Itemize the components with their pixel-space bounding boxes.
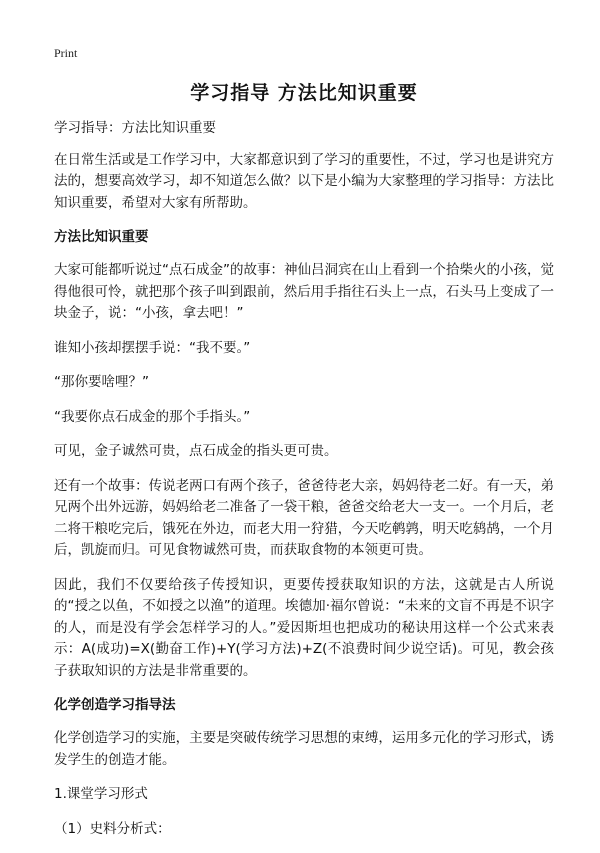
intro-paragraph: 在日常生活或是工作学习中，大家都意识到了学习的重要性，不过，学习也是讲究方法的，想要高效学习，却不知道怎么做？以下是小编为大家整理的学习指导：方法比知识重要，希望对大家有所帮助。 — [54, 151, 554, 211]
page-title: 学习指导 方法比知识重要 — [190, 82, 418, 104]
paragraph-question: “那你要啥哩？” — [54, 374, 149, 390]
list-item-classroom: 1.课堂学习形式 — [54, 786, 148, 802]
paragraph-conclusion: 因此，我们不仅要给孩子传授知识，更要传授获取知识的方法，这就是古人所说的“授之以鱼，不如授之以渔”的道理。埃德加·福尔曾说：“未来的文盲不再是不识字的人，而是没有学会怎样学习的人。”爱因斯坦也把成功的秘诀用这样一个公式来表示：A(成功)=X(勤奋工作)+Y(学习方法)+Z(不浪费时间少说空话)。可见，教会孩子获取知识的方法是非常重要的。 — [54, 576, 554, 679]
paragraph-child-reply: 谁知小孩却摆摆手说：“我不要。” — [54, 339, 251, 356]
paragraph-moral: 可见，金子诚然可贵，点石成金的指头更可贵。 — [54, 443, 338, 459]
print-label[interactable]: Print — [54, 46, 78, 60]
list-item-history: （1）史料分析式： — [54, 820, 171, 837]
article-body — [54, 118, 554, 853]
section-heading-method: 方法比知识重要 — [54, 229, 149, 245]
paragraph-chemistry: 化学创造学习的实施，主要是突破传统学习思想的束缚，运用多元化的学习形式，诱发学生的创造才能。 — [54, 730, 554, 768]
paragraph-answer: “我要你点石成金的那个手指头。” — [54, 408, 251, 425]
section-heading-chemistry: 化学创造学习指导法 — [54, 697, 176, 713]
paragraph-second-story: 还有一个故事：传说老两口有两个孩子，爸爸待老大亲，妈妈待老二好。有一天，弟兄两个出外远游，妈妈给老二准备了一袋干粮，爸爸交给老大一支一。一个月后，老二将干粮吃完后，饿死在外边，而老大用一狩猎，今天吃鹌鹑，明天吃鸫鸪，一个月后，凯旋而归。可见食物诚然可贵，而获取食物的本领更可贵。 — [54, 477, 554, 558]
paragraph-story-intro: 大家可能都听说过“点石成金”的故事：神仙吕洞宾在山上看到一个拾柴火的小孩，觉得他很可怜，就把那个孩子叫到跟前，然后用手指往石头上一点，石头马上变成了一块金子，说：“小孩，拿去吧！” — [54, 262, 554, 321]
intro-label: 学习指导：方法比知识重要 — [54, 120, 216, 136]
